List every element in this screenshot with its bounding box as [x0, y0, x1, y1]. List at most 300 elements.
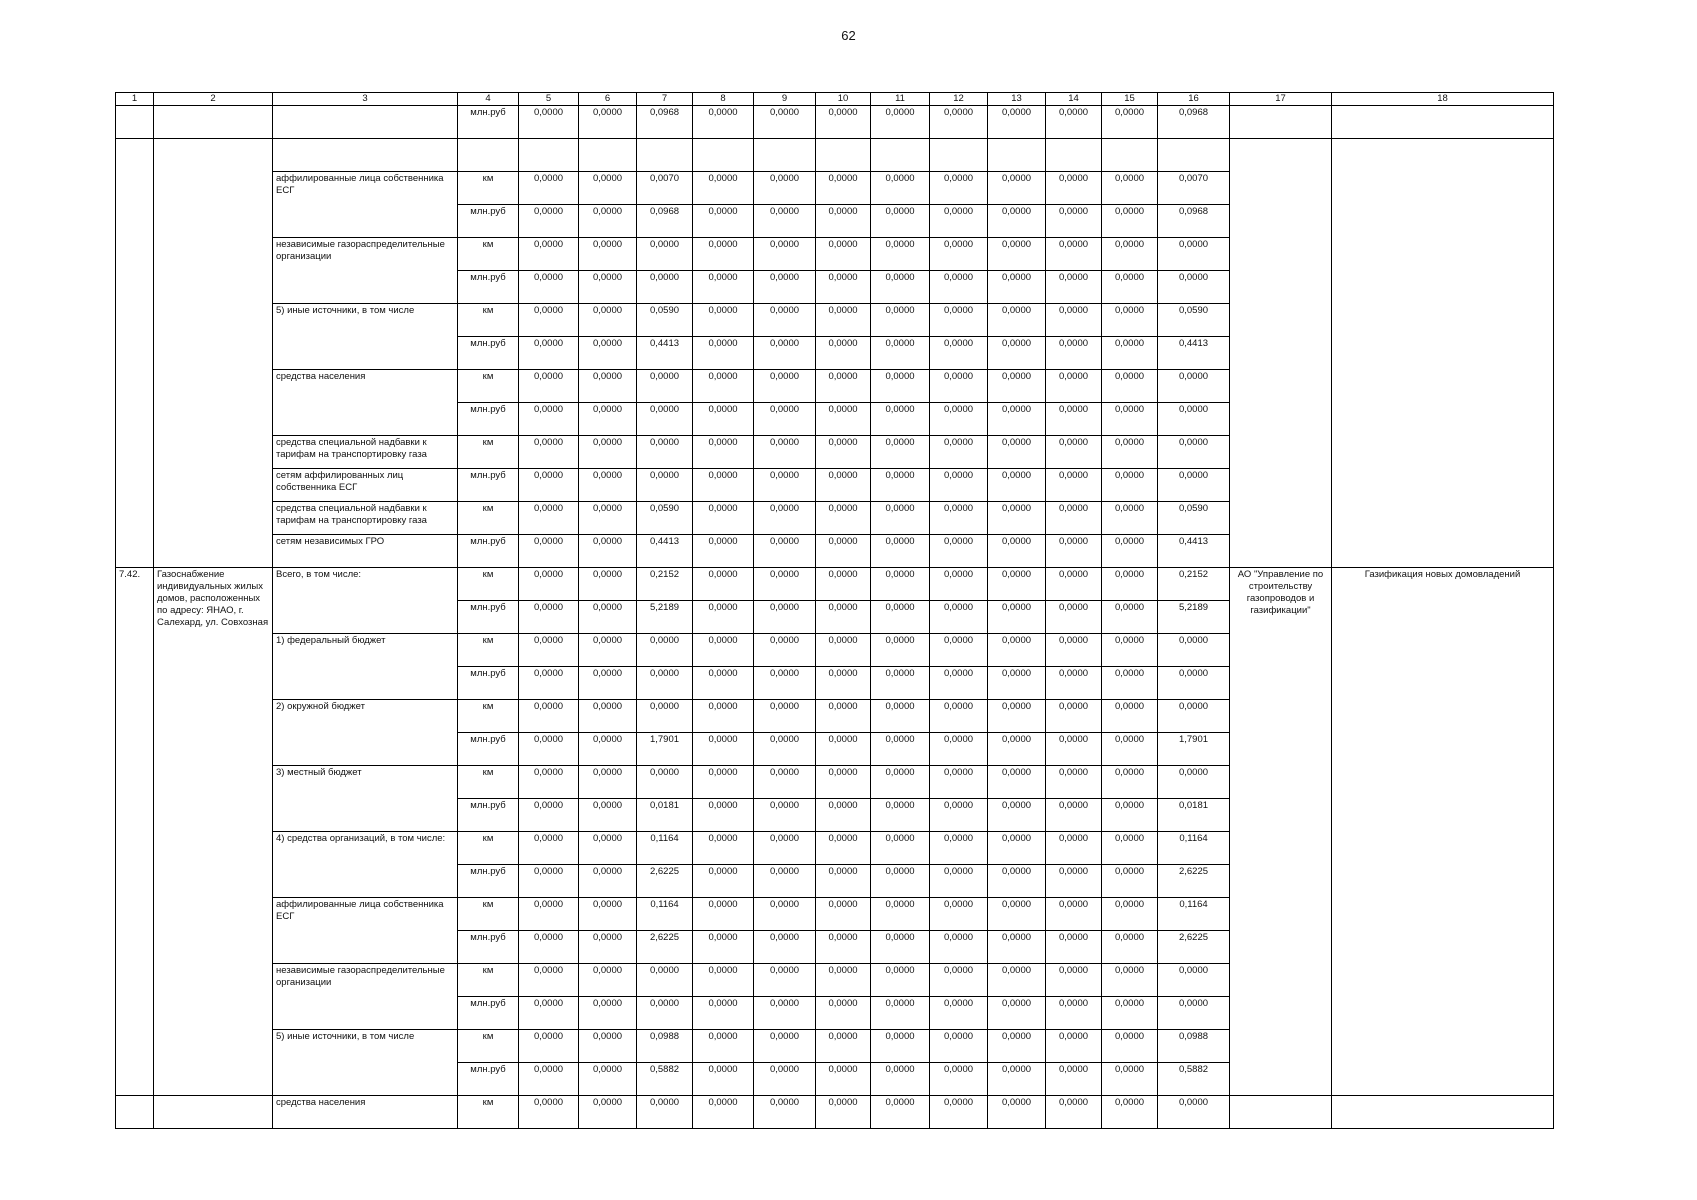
value-cell: 0,0968 — [637, 106, 693, 139]
value-cell: 0,0000 — [637, 634, 693, 667]
value-cell: 0,0000 — [988, 271, 1046, 304]
value-cell — [988, 139, 1046, 172]
unit-cell: млн.руб — [458, 106, 519, 139]
value-cell: 0,0000 — [754, 964, 816, 997]
value-cell: 0,0000 — [871, 436, 930, 469]
value-cell: 0,0000 — [693, 667, 754, 700]
value-cell: 0,0000 — [1158, 271, 1230, 304]
value-cell: 0,0000 — [693, 106, 754, 139]
value-cell: 0,0000 — [1046, 799, 1102, 832]
value-cell: 0,0000 — [930, 238, 988, 271]
value-cell: 0,0000 — [1102, 997, 1158, 1030]
value-cell: 0,0000 — [988, 733, 1046, 766]
value-cell — [754, 139, 816, 172]
value-cell: 0,0000 — [637, 964, 693, 997]
value-cell: 0,0000 — [1102, 205, 1158, 238]
value-cell: 0,0000 — [519, 1063, 579, 1096]
value-cell: 0,0000 — [930, 502, 988, 535]
value-cell: 0,0000 — [816, 238, 871, 271]
value-cell: 0,0000 — [754, 997, 816, 1030]
value-cell — [1158, 139, 1230, 172]
value-cell: 0,0000 — [754, 865, 816, 898]
value-cell: 0,0000 — [930, 469, 988, 502]
value-cell: 0,0000 — [930, 568, 988, 601]
value-cell: 0,0000 — [519, 799, 579, 832]
value-cell: 0,0000 — [693, 931, 754, 964]
item-name-cell — [154, 106, 273, 139]
value-cell: 0,0070 — [1158, 172, 1230, 205]
value-cell: 0,0000 — [930, 304, 988, 337]
table-row — [116, 139, 1554, 172]
executor-cell — [1230, 1096, 1332, 1129]
value-cell: 0,0000 — [988, 997, 1046, 1030]
value-cell: 2,6225 — [637, 865, 693, 898]
value-cell: 0,0000 — [930, 799, 988, 832]
column-number: 16 — [1158, 93, 1230, 106]
value-cell: 0,0000 — [637, 667, 693, 700]
value-cell: 0,0000 — [693, 337, 754, 370]
unit-cell: млн.руб — [458, 403, 519, 436]
value-cell: 0,0000 — [754, 535, 816, 568]
unit-cell: км — [458, 1030, 519, 1063]
source-cell: независимые газораспределительные организации — [273, 964, 458, 1030]
value-cell: 0,0000 — [1158, 964, 1230, 997]
value-cell: 0,0000 — [579, 865, 637, 898]
column-number: 3 — [273, 93, 458, 106]
value-cell: 0,0000 — [1102, 667, 1158, 700]
value-cell: 0,0000 — [519, 733, 579, 766]
value-cell: 0,0000 — [754, 436, 816, 469]
value-cell: 0,0590 — [637, 304, 693, 337]
unit-cell: млн.руб — [458, 469, 519, 502]
value-cell: 0,0000 — [754, 469, 816, 502]
column-number: 2 — [154, 93, 273, 106]
value-cell: 0,0000 — [871, 370, 930, 403]
value-cell: 0,0000 — [1046, 1030, 1102, 1063]
unit-cell: млн.руб — [458, 667, 519, 700]
value-cell: 0,0000 — [930, 271, 988, 304]
value-cell: 0,0000 — [871, 931, 930, 964]
value-cell: 0,0000 — [754, 700, 816, 733]
value-cell: 0,0000 — [1046, 535, 1102, 568]
value-cell: 0,0000 — [1046, 436, 1102, 469]
value-cell: 0,0000 — [816, 403, 871, 436]
value-cell: 0,0000 — [1158, 370, 1230, 403]
column-number: 6 — [579, 93, 637, 106]
value-cell: 0,0000 — [1102, 634, 1158, 667]
value-cell: 0,0000 — [816, 535, 871, 568]
value-cell: 0,0000 — [579, 436, 637, 469]
value-cell: 0,0000 — [930, 832, 988, 865]
value-cell: 0,0000 — [754, 304, 816, 337]
value-cell: 0,0000 — [816, 106, 871, 139]
value-cell: 0,0000 — [930, 931, 988, 964]
source-cell: Всего, в том числе: — [273, 568, 458, 634]
value-cell: 0,0000 — [816, 700, 871, 733]
value-cell: 0,0000 — [816, 601, 871, 634]
value-cell: 0,0000 — [1046, 1063, 1102, 1096]
value-cell: 0,0000 — [988, 601, 1046, 634]
purpose-cell — [1332, 1096, 1554, 1129]
unit-cell: млн.руб — [458, 535, 519, 568]
value-cell: 0,0000 — [871, 964, 930, 997]
value-cell: 0,0000 — [579, 172, 637, 205]
value-cell: 0,0000 — [988, 568, 1046, 601]
value-cell: 0,0000 — [1102, 172, 1158, 205]
source-cell: сетям независимых ГРО — [273, 535, 458, 568]
value-cell: 0,0000 — [988, 238, 1046, 271]
value-cell: 0,0000 — [1102, 1063, 1158, 1096]
value-cell: 0,0000 — [637, 271, 693, 304]
value-cell: 0,0000 — [693, 403, 754, 436]
value-cell: 0,0000 — [693, 568, 754, 601]
value-cell: 0,0000 — [754, 271, 816, 304]
unit-cell: млн.руб — [458, 931, 519, 964]
value-cell: 0,0000 — [519, 271, 579, 304]
unit-cell: млн.руб — [458, 733, 519, 766]
value-cell: 0,0000 — [579, 304, 637, 337]
value-cell: 0,0000 — [1158, 403, 1230, 436]
value-cell: 0,0000 — [693, 700, 754, 733]
value-cell: 0,0000 — [871, 700, 930, 733]
value-cell: 0,0000 — [816, 634, 871, 667]
value-cell: 0,0000 — [579, 568, 637, 601]
value-cell: 0,0000 — [816, 568, 871, 601]
value-cell: 0,0000 — [1046, 964, 1102, 997]
value-cell: 0,0000 — [988, 172, 1046, 205]
value-cell: 0,0000 — [930, 1096, 988, 1129]
value-cell: 0,0000 — [519, 568, 579, 601]
table-row — [116, 1096, 1554, 1129]
value-cell: 0,0000 — [1158, 469, 1230, 502]
value-cell: 0,0000 — [754, 370, 816, 403]
value-cell: 0,0000 — [693, 238, 754, 271]
value-cell: 0,0000 — [754, 898, 816, 931]
value-cell — [1046, 139, 1102, 172]
value-cell: 0,0000 — [930, 997, 988, 1030]
value-cell: 0,0000 — [871, 106, 930, 139]
value-cell: 0,0590 — [637, 502, 693, 535]
value-cell: 0,0000 — [871, 865, 930, 898]
value-cell: 0,0000 — [693, 1030, 754, 1063]
value-cell: 0,0000 — [519, 535, 579, 568]
value-cell: 0,0000 — [988, 766, 1046, 799]
value-cell: 0,0181 — [1158, 799, 1230, 832]
value-cell: 0,2152 — [637, 568, 693, 601]
value-cell: 0,0000 — [930, 601, 988, 634]
value-cell: 0,0000 — [519, 238, 579, 271]
value-cell: 0,0000 — [579, 1030, 637, 1063]
value-cell: 0,0000 — [693, 997, 754, 1030]
executor-cell — [1230, 106, 1332, 139]
value-cell: 0,0000 — [519, 667, 579, 700]
value-cell: 0,0000 — [930, 172, 988, 205]
value-cell: 0,0000 — [754, 931, 816, 964]
value-cell: 0,0000 — [1046, 997, 1102, 1030]
value-cell: 0,0000 — [693, 436, 754, 469]
value-cell: 0,0000 — [1102, 568, 1158, 601]
item-name-cell — [154, 1096, 273, 1129]
column-number: 8 — [693, 93, 754, 106]
value-cell: 0,0000 — [988, 337, 1046, 370]
unit-cell: млн.руб — [458, 865, 519, 898]
value-cell: 0,0000 — [579, 502, 637, 535]
value-cell: 0,0000 — [988, 700, 1046, 733]
unit-cell: млн.руб — [458, 601, 519, 634]
value-cell: 0,0000 — [579, 403, 637, 436]
value-cell: 0,0000 — [871, 733, 930, 766]
value-cell: 0,4413 — [1158, 535, 1230, 568]
value-cell: 0,0000 — [519, 931, 579, 964]
value-cell: 0,0000 — [693, 1096, 754, 1129]
value-cell: 0,0000 — [816, 898, 871, 931]
unit-cell: млн.руб — [458, 799, 519, 832]
value-cell: 0,0000 — [1102, 1096, 1158, 1129]
value-cell: 0,0000 — [754, 403, 816, 436]
value-cell: 0,0000 — [1102, 700, 1158, 733]
column-number: 15 — [1102, 93, 1158, 106]
value-cell: 0,0968 — [1158, 106, 1230, 139]
value-cell: 0,0000 — [754, 832, 816, 865]
value-cell: 0,0000 — [930, 700, 988, 733]
value-cell: 0,0000 — [637, 436, 693, 469]
value-cell: 0,0000 — [519, 205, 579, 238]
value-cell: 0,0000 — [693, 172, 754, 205]
value-cell: 0,0181 — [637, 799, 693, 832]
value-cell: 0,0000 — [1102, 535, 1158, 568]
value-cell: 0,0000 — [1102, 733, 1158, 766]
value-cell: 0,0000 — [930, 865, 988, 898]
source-cell: 5) иные источники, в том числе — [273, 304, 458, 370]
value-cell: 0,0000 — [693, 799, 754, 832]
unit-cell: км — [458, 502, 519, 535]
source-cell: 5) иные источники, в том числе — [273, 1030, 458, 1096]
value-cell: 0,0000 — [1046, 271, 1102, 304]
value-cell: 0,0000 — [519, 304, 579, 337]
value-cell: 0,0590 — [1158, 304, 1230, 337]
value-cell: 0,0000 — [693, 304, 754, 337]
item-number-cell — [116, 139, 154, 568]
value-cell: 0,0000 — [871, 601, 930, 634]
value-cell: 0,0000 — [930, 403, 988, 436]
value-cell: 0,0000 — [1046, 865, 1102, 898]
value-cell: 0,4413 — [637, 337, 693, 370]
item-number-cell: 7.42. — [116, 568, 154, 1096]
value-cell: 0,0000 — [871, 898, 930, 931]
value-cell: 0,0000 — [1158, 436, 1230, 469]
value-cell: 0,0000 — [579, 964, 637, 997]
page-number: 62 — [841, 28, 856, 43]
value-cell: 1,7901 — [1158, 733, 1230, 766]
value-cell — [693, 139, 754, 172]
value-cell: 0,0000 — [1046, 931, 1102, 964]
value-cell: 0,0000 — [579, 271, 637, 304]
value-cell: 0,0000 — [754, 1063, 816, 1096]
value-cell: 0,0000 — [871, 1063, 930, 1096]
value-cell: 0,0000 — [637, 1096, 693, 1129]
value-cell: 0,0000 — [754, 238, 816, 271]
value-cell: 0,0000 — [579, 205, 637, 238]
value-cell: 0,0000 — [816, 304, 871, 337]
value-cell: 0,0000 — [519, 898, 579, 931]
value-cell: 0,0000 — [754, 172, 816, 205]
source-cell: независимые газораспределительные организации — [273, 238, 458, 304]
value-cell — [930, 139, 988, 172]
value-cell: 0,0000 — [988, 403, 1046, 436]
value-cell: 0,0000 — [519, 172, 579, 205]
value-cell: 0,0000 — [519, 106, 579, 139]
value-cell: 0,0000 — [519, 436, 579, 469]
value-cell: 0,0000 — [1046, 172, 1102, 205]
value-cell: 0,0000 — [988, 535, 1046, 568]
unit-cell: млн.руб — [458, 271, 519, 304]
value-cell: 0,0000 — [693, 865, 754, 898]
value-cell: 0,0000 — [754, 733, 816, 766]
value-cell: 0,0000 — [637, 700, 693, 733]
value-cell: 0,0000 — [693, 271, 754, 304]
unit-cell: км — [458, 172, 519, 205]
value-cell: 0,0000 — [637, 238, 693, 271]
value-cell: 0,0000 — [1102, 238, 1158, 271]
value-cell: 0,0000 — [1046, 337, 1102, 370]
value-cell: 0,0000 — [1102, 865, 1158, 898]
value-cell: 0,0000 — [693, 535, 754, 568]
unit-cell: км — [458, 304, 519, 337]
value-cell: 5,2189 — [1158, 601, 1230, 634]
value-cell: 0,0000 — [871, 172, 930, 205]
value-cell: 0,0000 — [816, 1030, 871, 1063]
value-cell: 0,0000 — [930, 337, 988, 370]
value-cell: 0,0000 — [988, 634, 1046, 667]
unit-cell: млн.руб — [458, 205, 519, 238]
source-cell — [273, 106, 458, 139]
source-cell: аффилированные лица собственника ЕСГ — [273, 172, 458, 238]
column-number: 9 — [754, 93, 816, 106]
value-cell: 0,5882 — [1158, 1063, 1230, 1096]
column-number: 4 — [458, 93, 519, 106]
value-cell: 0,0000 — [871, 832, 930, 865]
investment-table — [115, 92, 1554, 1129]
value-cell: 0,0000 — [1046, 205, 1102, 238]
value-cell: 0,0000 — [930, 667, 988, 700]
value-cell: 0,0000 — [988, 1030, 1046, 1063]
value-cell: 0,0000 — [754, 568, 816, 601]
value-cell: 0,0590 — [1158, 502, 1230, 535]
value-cell: 0,0000 — [930, 535, 988, 568]
value-cell: 0,0000 — [816, 502, 871, 535]
value-cell: 0,0000 — [693, 832, 754, 865]
value-cell: 0,0000 — [988, 898, 1046, 931]
column-number: 13 — [988, 93, 1046, 106]
source-cell: средства специальной надбавки к тарифам на транспортировку газа — [273, 502, 458, 535]
value-cell: 0,0000 — [1158, 766, 1230, 799]
value-cell: 0,0000 — [1046, 106, 1102, 139]
unit-cell: млн.руб — [458, 997, 519, 1030]
value-cell: 0,0000 — [871, 1030, 930, 1063]
value-cell: 0,0000 — [579, 931, 637, 964]
value-cell: 0,0000 — [816, 370, 871, 403]
value-cell: 0,0000 — [1102, 106, 1158, 139]
value-cell: 0,0000 — [579, 700, 637, 733]
column-number: 18 — [1332, 93, 1554, 106]
value-cell: 0,0000 — [579, 898, 637, 931]
value-cell: 0,0000 — [871, 997, 930, 1030]
value-cell: 0,0000 — [754, 502, 816, 535]
value-cell — [816, 139, 871, 172]
value-cell: 0,0000 — [988, 667, 1046, 700]
value-cell: 0,0000 — [579, 667, 637, 700]
unit-cell: км — [458, 436, 519, 469]
source-cell: 4) средства организаций, в том числе: — [273, 832, 458, 898]
value-cell: 0,0000 — [1102, 436, 1158, 469]
column-number: 7 — [637, 93, 693, 106]
value-cell: 0,0000 — [816, 1096, 871, 1129]
value-cell: 0,0000 — [1046, 733, 1102, 766]
value-cell: 0,0000 — [930, 205, 988, 238]
column-number: 14 — [1046, 93, 1102, 106]
value-cell: 0,0000 — [816, 733, 871, 766]
value-cell: 0,0000 — [579, 634, 637, 667]
value-cell: 0,0968 — [637, 205, 693, 238]
value-cell: 0,0000 — [1102, 370, 1158, 403]
value-cell: 0,0000 — [1158, 634, 1230, 667]
value-cell: 0,0000 — [519, 832, 579, 865]
value-cell: 0,0000 — [1102, 271, 1158, 304]
value-cell: 0,0000 — [1046, 238, 1102, 271]
value-cell: 0,0000 — [754, 667, 816, 700]
unit-cell: км — [458, 370, 519, 403]
value-cell: 0,0000 — [1046, 403, 1102, 436]
value-cell: 0,0988 — [637, 1030, 693, 1063]
value-cell: 0,0000 — [1046, 469, 1102, 502]
value-cell: 0,0000 — [579, 832, 637, 865]
unit-cell: млн.руб — [458, 337, 519, 370]
value-cell: 0,2152 — [1158, 568, 1230, 601]
value-cell: 0,0000 — [693, 502, 754, 535]
value-cell: 0,0000 — [871, 205, 930, 238]
value-cell: 0,0000 — [988, 370, 1046, 403]
value-cell: 0,0000 — [1046, 502, 1102, 535]
unit-cell: км — [458, 898, 519, 931]
value-cell: 0,0000 — [693, 964, 754, 997]
value-cell: 0,0000 — [519, 964, 579, 997]
column-number: 5 — [519, 93, 579, 106]
value-cell: 0,0000 — [1102, 469, 1158, 502]
value-cell: 0,0000 — [871, 337, 930, 370]
source-cell: 2) окружной бюджет — [273, 700, 458, 766]
value-cell: 0,0988 — [1158, 1030, 1230, 1063]
value-cell: 0,0000 — [1046, 1096, 1102, 1129]
value-cell: 0,0000 — [579, 997, 637, 1030]
item-name-cell: Газоснабжение индивидуальных жилых домов, расположенных по адресу: ЯНАО, г. Салехард, ул. Совхозная — [154, 568, 273, 1096]
unit-cell: км — [458, 238, 519, 271]
value-cell: 0,0000 — [1102, 502, 1158, 535]
value-cell: 0,0000 — [871, 403, 930, 436]
column-number: 12 — [930, 93, 988, 106]
table-row — [116, 568, 1554, 601]
column-number-row — [116, 93, 1554, 106]
value-cell: 0,0000 — [1102, 799, 1158, 832]
value-cell: 0,0000 — [693, 601, 754, 634]
value-cell: 0,0000 — [988, 469, 1046, 502]
value-cell — [637, 139, 693, 172]
column-number: 11 — [871, 93, 930, 106]
value-cell: 0,0000 — [579, 1096, 637, 1129]
value-cell: 0,0000 — [519, 370, 579, 403]
source-cell — [273, 139, 458, 172]
value-cell: 0,0000 — [816, 271, 871, 304]
value-cell: 0,0000 — [816, 766, 871, 799]
